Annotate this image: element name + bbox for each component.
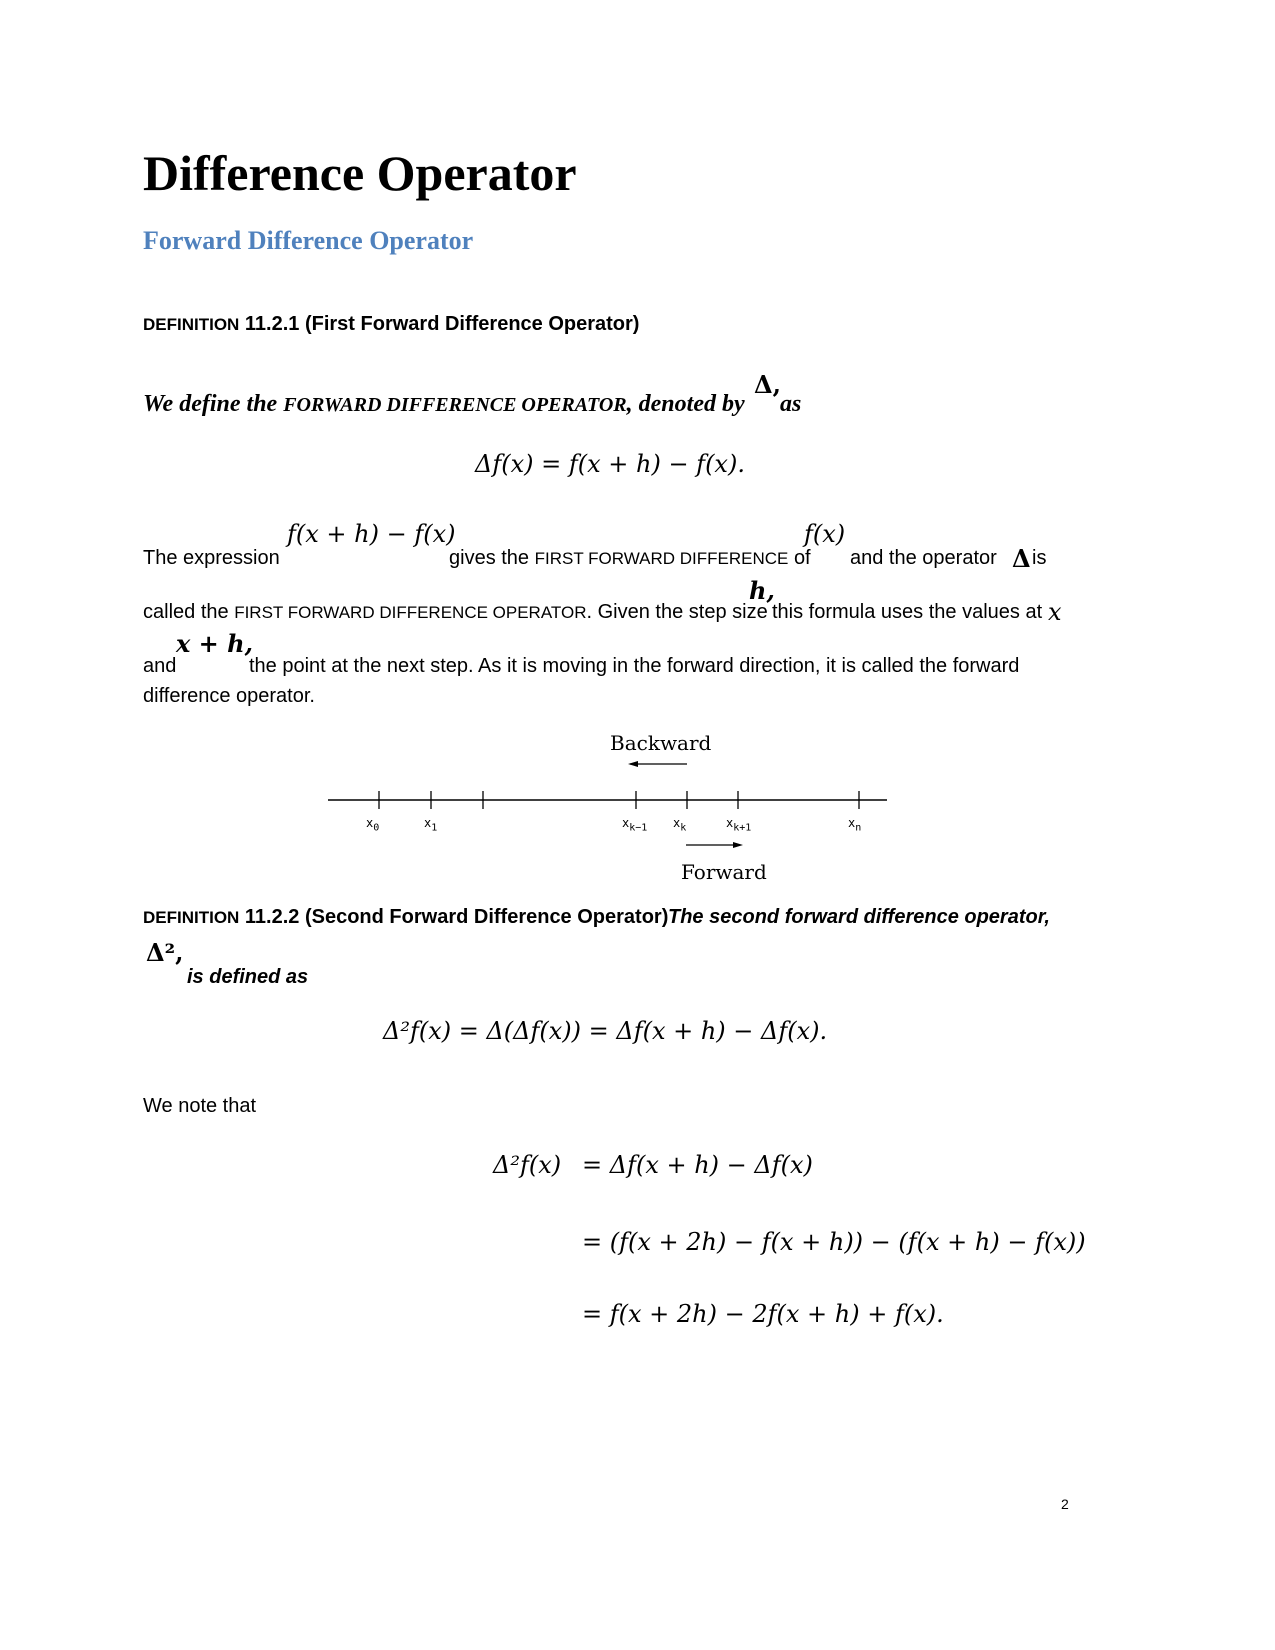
definition-1-heading: [143, 313, 639, 336]
definition-1-intro-a: We define the: [143, 391, 278, 417]
tick-label-x0: $x_0$: [366, 816, 380, 834]
para-text-formula-uses: this formula uses the values at: [772, 601, 1043, 623]
backward-arrow-head: [628, 761, 638, 767]
definition-1-intro-b: , denoted by: [626, 391, 745, 417]
definition-2-number: 11.2.2 (Second Forward Difference Operator): [244, 906, 669, 928]
number-line-figure: [320, 750, 900, 860]
definition-2-label: DEFINITION: [143, 908, 240, 927]
forward-label: Forward: [681, 860, 767, 884]
definition-2-italic-text: The second forward difference operator,: [668, 906, 1050, 928]
definition-2-heading: [143, 906, 668, 929]
formula-second-difference: Δ²f(x) = Δ(Δf(x)) = Δf(x + h) − Δf(x).: [383, 1017, 828, 1045]
page-number: 2: [1061, 1496, 1069, 1512]
section-subtitle: Forward Difference Operator: [143, 226, 474, 255]
definition-1-label: DEFINITION: [143, 315, 240, 334]
backward-label: Backward: [610, 731, 712, 755]
para-text-of: of: [793, 547, 811, 569]
note-text: We note that: [143, 1095, 257, 1117]
definition-1-intro-smallcaps: FORWARD DIFFERENCE OPERATOR: [283, 394, 627, 416]
math-x-plus-h: x + h,: [176, 629, 253, 658]
para-text-given-step: . Given the step size: [586, 601, 768, 623]
definition-2-defined-as: is defined as: [187, 966, 309, 988]
definition-1-number: 11.2.1 (First Forward Difference Operator): [244, 313, 640, 335]
para-smallcaps-first-forward-difference-operator: FIRST FORWARD DIFFERENCE OPERATOR: [234, 603, 587, 622]
para-text-is: is: [1032, 547, 1047, 569]
math-x: x: [1048, 598, 1062, 626]
note-line-1: = Δf(x + h) − Δf(x): [582, 1151, 813, 1179]
note-line-3: = f(x + 2h) − 2f(x + h) + f(x).: [582, 1300, 944, 1328]
note-line-2: = (f(x + 2h) − f(x + h)) − (f(x + h) − f(x)): [582, 1228, 1086, 1256]
page-title: Difference Operator: [143, 145, 577, 201]
para-text-gives-the: gives the: [449, 547, 530, 569]
tick-label-xk: $x_k$: [673, 816, 687, 834]
tick-label-xn: $x_n$: [848, 816, 862, 834]
forward-arrow-head: [733, 842, 743, 848]
math-h: h,: [749, 576, 775, 605]
definition-1-intro-as: as: [780, 391, 802, 417]
tick-label-x1: $x_1$: [424, 816, 438, 834]
delta-symbol: Δ,: [754, 370, 781, 399]
note-lhs: Δ²f(x): [493, 1151, 562, 1179]
para-text-and: and: [143, 655, 177, 677]
para-text-expression: The expression: [143, 547, 280, 569]
para-text-gives: [449, 546, 811, 570]
tick-label-xk-minus-1: $x_{k-1}$: [622, 816, 648, 834]
para-text-called-the: called the: [143, 601, 229, 623]
math-f-x: f(x): [804, 520, 846, 548]
tick-label-xk-plus-1: $x_{k+1}$: [726, 816, 752, 834]
math-f-x-plus-h-minus-f-x: f(x + h) − f(x): [287, 520, 456, 548]
formula-forward-difference: Δf(x) = f(x + h) − f(x).: [475, 450, 745, 478]
math-delta: Δ: [1012, 544, 1031, 573]
definition-1-sentence: [143, 391, 745, 418]
delta-squared-symbol: Δ²,: [146, 938, 184, 967]
para-text-and-the-operator: and the operator: [850, 547, 997, 569]
para-text-next-step: the point at the next step. As it is moving in the forward direction, it is called the forward: [249, 655, 1020, 677]
para-line-2: [143, 600, 768, 624]
para-text-difference-operator: difference operator.: [143, 685, 315, 707]
para-smallcaps-first-forward-difference: FIRST FORWARD DIFFERENCE: [534, 549, 789, 568]
